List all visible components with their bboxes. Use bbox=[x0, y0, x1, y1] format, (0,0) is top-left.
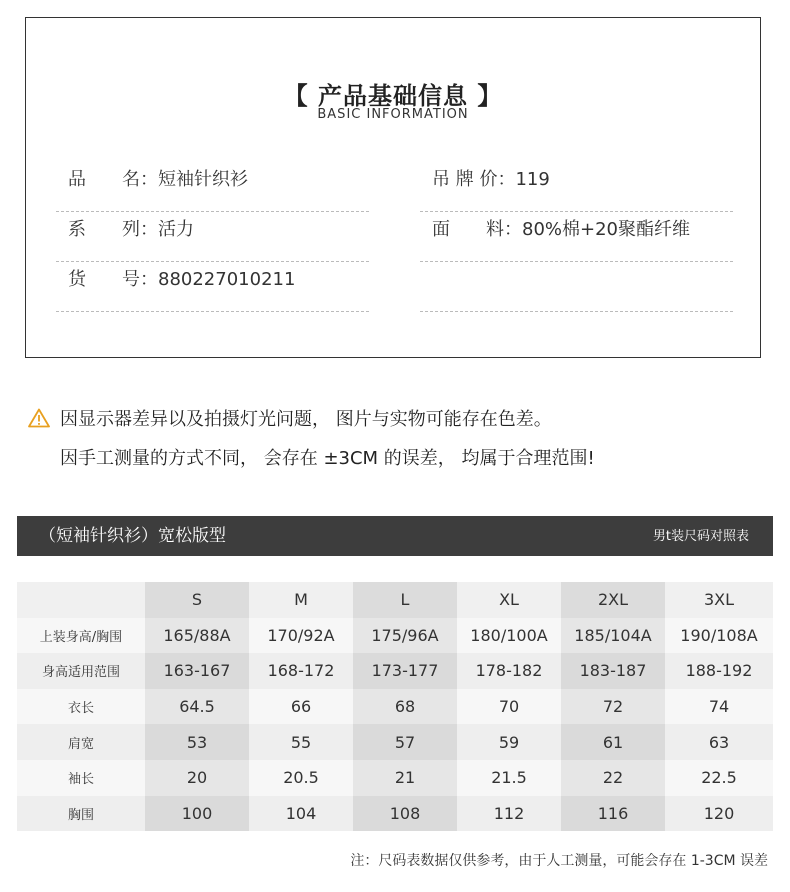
table-cell: 190/108A bbox=[665, 618, 773, 654]
size-table-header bbox=[17, 516, 773, 556]
field-value: 活力 bbox=[158, 219, 194, 240]
table-cell: 180/100A bbox=[457, 618, 561, 654]
table-row bbox=[17, 760, 773, 796]
table-cell: 21.5 bbox=[457, 760, 561, 796]
table-cell: 183-187 bbox=[561, 653, 665, 689]
table-row bbox=[17, 689, 773, 725]
table-cell: 104 bbox=[249, 796, 353, 832]
row-label: 肩宽 bbox=[17, 724, 145, 760]
field-label: 品 名： bbox=[68, 169, 158, 190]
size-label: M bbox=[249, 582, 353, 618]
table-cell: 57 bbox=[353, 724, 457, 760]
field-label: 面 料： bbox=[432, 219, 522, 240]
table-cell: 165/88A bbox=[145, 618, 249, 654]
notice-text-1: 因显示器差异以及拍摄灯光问题， 图片与实物可能存在色差。 bbox=[60, 409, 552, 430]
table-cell: 116 bbox=[561, 796, 665, 832]
table-cell: 74 bbox=[665, 689, 773, 725]
warning-icon bbox=[28, 408, 50, 428]
table-cell: 20 bbox=[145, 760, 249, 796]
size-label: 2XL bbox=[561, 582, 665, 618]
table-cell: 112 bbox=[457, 796, 561, 832]
table-cell: 70 bbox=[457, 689, 561, 725]
size-label: S bbox=[145, 582, 249, 618]
table-cell: 53 bbox=[145, 724, 249, 760]
size-header-row bbox=[17, 582, 773, 618]
table-cell: 66 bbox=[249, 689, 353, 725]
table-cell: 108 bbox=[353, 796, 457, 832]
row-label: 身高适用范围 bbox=[17, 653, 145, 689]
table-cell: 163-167 bbox=[145, 653, 249, 689]
info-title: 【 产品基础信息 】 bbox=[283, 82, 503, 110]
size-label: XL bbox=[457, 582, 561, 618]
footnote: 注：尺码表数据仅供参考，由于人工测量，可能会存在 1-3CM 误差 bbox=[350, 853, 768, 869]
notice-line-2: 因手工测量的方式不同， 会存在 ±3CM 的误差， 均属于合理范围! bbox=[60, 448, 595, 469]
table-cell: 20.5 bbox=[249, 760, 353, 796]
table-cell: 68 bbox=[353, 689, 457, 725]
table-cell: 188-192 bbox=[665, 653, 773, 689]
table-cell: 61 bbox=[561, 724, 665, 760]
row-label: 衣长 bbox=[17, 689, 145, 725]
table-cell: 21 bbox=[353, 760, 457, 796]
row-label: 胸围 bbox=[17, 796, 145, 832]
table-row bbox=[17, 796, 773, 832]
field-name bbox=[56, 162, 369, 212]
table-cell: 170/92A bbox=[249, 618, 353, 654]
table-cell: 178-182 bbox=[457, 653, 561, 689]
field-label: 吊 牌 价： bbox=[432, 169, 516, 190]
size-table-caption: 男t装尺码对照表 bbox=[652, 529, 749, 544]
table-cell: 63 bbox=[665, 724, 773, 760]
table-cell: 59 bbox=[457, 724, 561, 760]
info-subtitle: BASIC INFORMATION bbox=[317, 107, 469, 122]
field-series bbox=[56, 212, 369, 262]
row-label: 上装身高/胸围 bbox=[17, 618, 145, 654]
table-cell: 22 bbox=[561, 760, 665, 796]
field-item-number bbox=[56, 262, 369, 312]
table-cell: 55 bbox=[249, 724, 353, 760]
field-tag-price bbox=[420, 162, 733, 212]
field-label: 货 号： bbox=[68, 269, 158, 290]
field-fabric bbox=[420, 212, 733, 262]
table-cell: 64.5 bbox=[145, 689, 249, 725]
size-label: L bbox=[353, 582, 457, 618]
table-cell: 185/104A bbox=[561, 618, 665, 654]
table-cell: 175/96A bbox=[353, 618, 457, 654]
field-value: 短袖针织衫 bbox=[158, 169, 248, 190]
field-value: 80%棉+20聚酯纤维 bbox=[522, 219, 690, 240]
size-label: 3XL bbox=[665, 582, 773, 618]
basic-info-box bbox=[25, 17, 761, 358]
table-cell: 173-177 bbox=[353, 653, 457, 689]
table-cell: 120 bbox=[665, 796, 773, 832]
size-table-title: （短袖针织衫）宽松版型 bbox=[39, 526, 226, 546]
table-row bbox=[17, 724, 773, 760]
table-cell: 100 bbox=[145, 796, 249, 832]
corner-cell bbox=[17, 582, 145, 618]
field-empty bbox=[420, 262, 733, 312]
field-value: 880227010211 bbox=[158, 269, 296, 290]
field-label: 系 列： bbox=[68, 219, 158, 240]
field-value: 119 bbox=[515, 169, 550, 190]
notice-line-1 bbox=[28, 405, 552, 431]
table-cell: 168-172 bbox=[249, 653, 353, 689]
size-table bbox=[17, 582, 773, 831]
row-label: 袖长 bbox=[17, 760, 145, 796]
table-cell: 72 bbox=[561, 689, 665, 725]
table-row bbox=[17, 618, 773, 654]
table-cell: 22.5 bbox=[665, 760, 773, 796]
table-row bbox=[17, 653, 773, 689]
